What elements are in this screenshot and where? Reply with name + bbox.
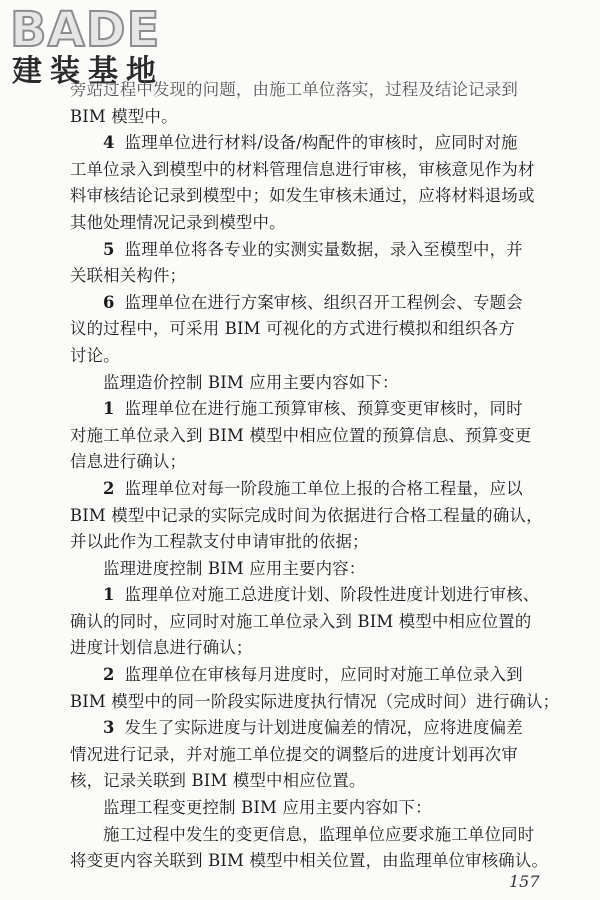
cost-item-1 xyxy=(70,396,550,423)
text-line: BIM 模型中记录的实际完成时间为依据进行合格工程量的确认， xyxy=(70,505,543,525)
page-number: 157 xyxy=(509,872,540,891)
item-number: 2 xyxy=(103,478,115,498)
text-line: 监理单位在审核每月进度时，应同时对施工单位录入到 xyxy=(124,665,523,685)
text-line: 监理单位在进行施工预算审核、预算变更审核时，同时 xyxy=(124,399,523,419)
item-number: 2 xyxy=(103,665,115,685)
item-number: 6 xyxy=(103,292,115,312)
schedule-item-3 xyxy=(70,715,550,742)
text-line: BIM 模型中。 xyxy=(70,106,178,126)
item-number: 4 xyxy=(103,133,115,153)
text-line: 监理单位对施工总进度计划、阶段性进度计划进行审核、 xyxy=(124,585,540,605)
logo-chinese-text: 建装基地 xyxy=(12,54,164,89)
schedule-item-2 xyxy=(70,662,550,689)
text-line: 信息进行确认； xyxy=(70,452,187,472)
item-number: 1 xyxy=(103,585,115,605)
change-control-heading: 监理工程变更控制 BIM 应用主要内容如下： xyxy=(103,798,432,818)
text-line: 监理单位对每一阶段施工单位上报的合格工程量，应以 xyxy=(124,478,523,498)
schedule-item-1 xyxy=(70,582,550,609)
cost-item-2 xyxy=(70,476,550,503)
text-line: 工单位录入到模型中的材料管理信息进行审核，审核意见作为材 xyxy=(70,159,535,179)
text-line: 讨论。 xyxy=(70,345,120,365)
text-line: 对施工单位录入到 BIM 模型中相应位置的预算信息、预算变更 xyxy=(70,425,532,445)
item-number: 1 xyxy=(103,399,115,419)
list-item-4 xyxy=(70,130,550,157)
text-line: 关联相关构件； xyxy=(70,266,187,286)
text-line: 发生了实际进度与计划进度偏差的情况，应将进度偏差 xyxy=(124,718,523,738)
text-line: 监理单位进行材料/设备/构配件的审核时，应同时对施 xyxy=(124,133,518,153)
text-line: 旁站过程中发现的问题，由施工单位落实，过程及结论记录到 xyxy=(70,80,518,99)
text-line: 监理单位在进行方案审核、组织召开工程例会、专题会 xyxy=(124,292,523,312)
item-number: 3 xyxy=(103,718,115,738)
text-line: 其他处理情况记录到模型中。 xyxy=(70,212,286,232)
text-line: 核，记录关联到 BIM 模型中相应位置。 xyxy=(70,771,366,791)
text-line: 施工过程中发生的变更信息，监理单位应要求施工单位同时 xyxy=(103,824,535,844)
text-line: BIM 模型中的同一阶段实际进度执行情况（完成时间）进行确认； xyxy=(70,691,560,711)
list-item-5 xyxy=(70,237,550,264)
text-line: 进度计划信息进行确认； xyxy=(70,638,253,658)
schedule-control-heading: 监理进度控制 BIM 应用主要内容： xyxy=(103,558,366,578)
item-number: 5 xyxy=(103,239,115,259)
text-line: 议的过程中，可采用 BIM 可视化的方式进行模拟和组织各方 xyxy=(70,319,515,339)
list-item-6 xyxy=(70,290,550,317)
text-line: 将变更内容关联到 BIM 模型中相关位置，由监理单位审核确认。 xyxy=(70,851,549,871)
text-line: 确认的同时，应同时对施工单位录入到 BIM 模型中相应位置的 xyxy=(70,611,532,631)
text-line: 情况进行记录，并对施工单位提交的调整后的进度计划再次审 xyxy=(70,744,518,764)
text-line: 料审核结论记录到模型中；如发生审核未通过，应将材料退场或 xyxy=(70,186,535,206)
logo-wordmark: BADE xyxy=(10,2,161,58)
text-line: 监理单位将各专业的实测实量数据，录入至模型中，并 xyxy=(124,239,523,259)
page-body xyxy=(70,77,560,875)
text-line: 并以此作为工程款支付申请审批的依据； xyxy=(70,532,369,552)
cost-control-heading: 监理造价控制 BIM 应用主要内容如下： xyxy=(103,372,399,392)
